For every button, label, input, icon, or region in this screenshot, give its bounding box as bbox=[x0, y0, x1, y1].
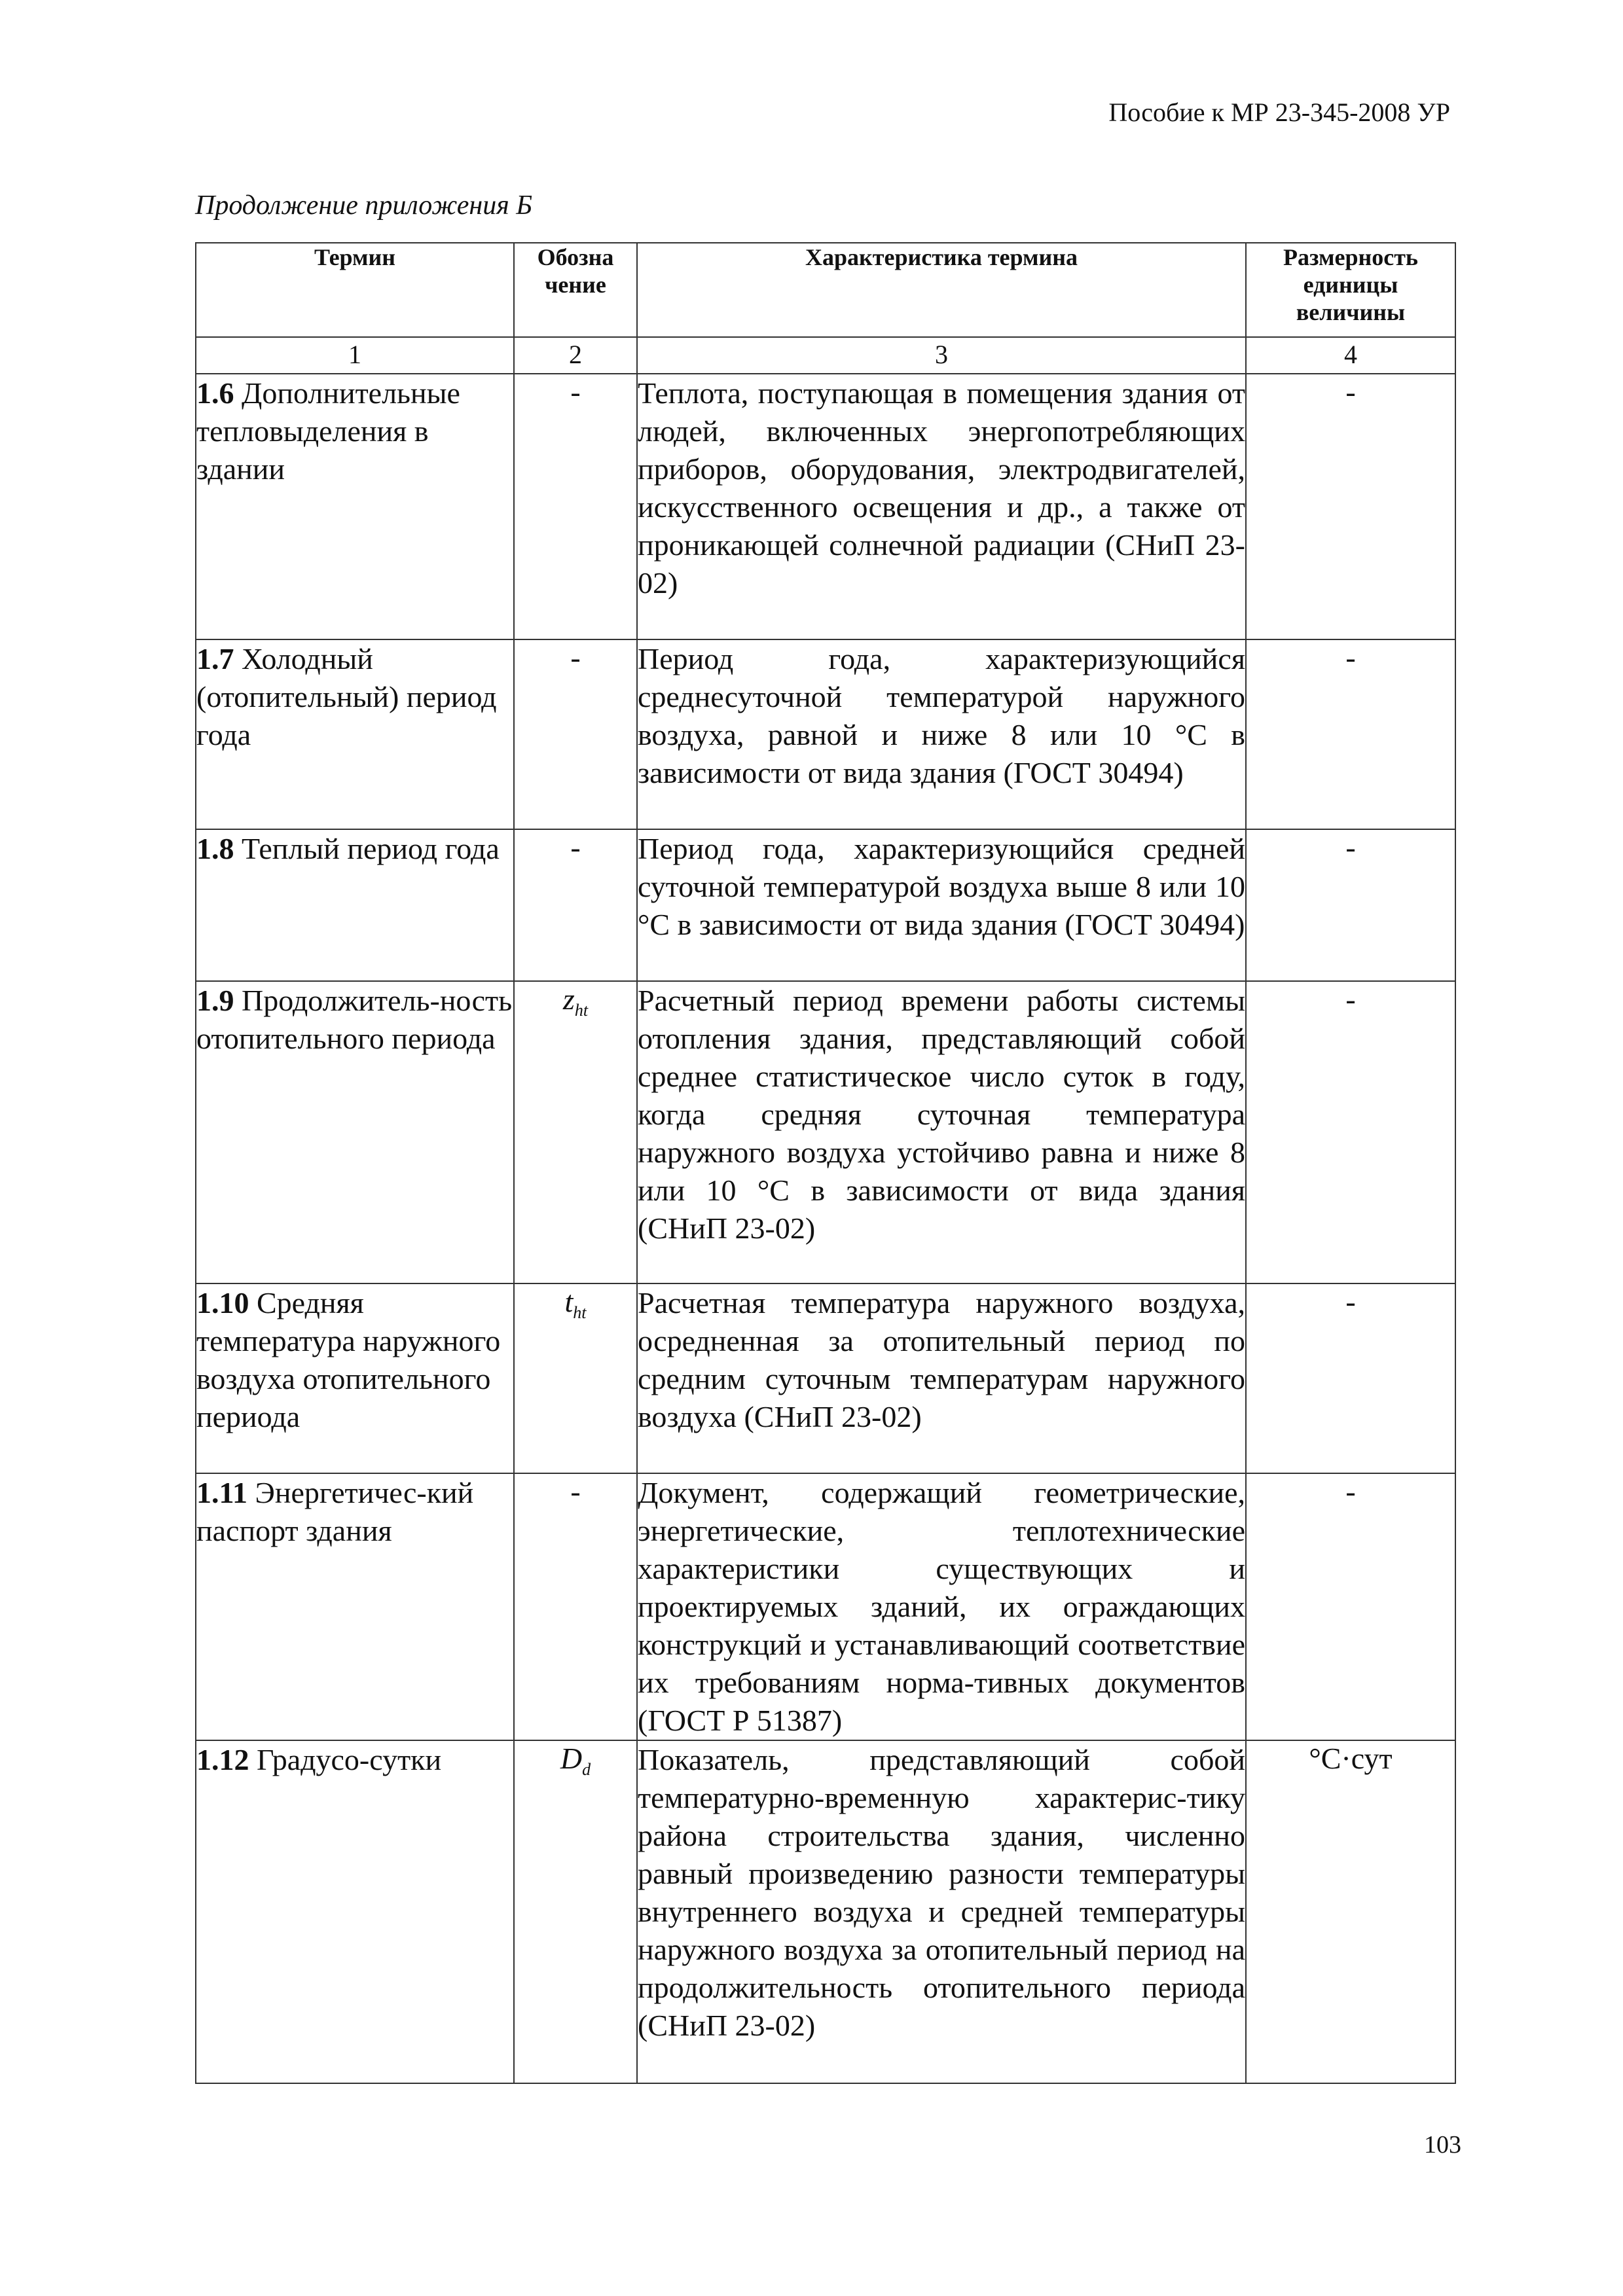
term-number: 1.9 bbox=[196, 984, 234, 1017]
table-row bbox=[196, 374, 1455, 639]
symbol-z-ht: $z_{ht}$ bbox=[562, 982, 589, 1020]
term-cell bbox=[196, 374, 514, 639]
document-reference: Пособие к МР 23-345-2008 УР bbox=[1108, 98, 1450, 127]
appendix-continuation-title: Продолжение приложения Б bbox=[195, 190, 532, 221]
description-cell: Документ, содержащий геометрические, энергетические, теплотехнические характеристики существующих и проектируемых зданий, их ограждающих конструкций и устанавливающий соответствие их требованиям норма-тивных документов (ГОСТ Р 51387) bbox=[637, 1473, 1246, 1740]
symbol-cell: - bbox=[514, 1473, 637, 1740]
symbol-cell: - bbox=[514, 829, 637, 981]
symbol-cell bbox=[514, 1740, 637, 2083]
term-text: Холодный (отопительный) период года bbox=[196, 642, 497, 751]
term-text: Средняя температура наружного воздуха отопительного периода bbox=[196, 1286, 501, 1433]
unit-cell: - bbox=[1246, 829, 1455, 981]
unit-cell: - bbox=[1246, 374, 1455, 639]
term-number: 1.6 bbox=[196, 376, 234, 410]
header-description: Характеристика термина bbox=[637, 243, 1246, 337]
table-row bbox=[196, 639, 1455, 829]
term-number: 1.11 bbox=[196, 1476, 247, 1509]
symbol-d-d: $D_d$ bbox=[560, 1742, 591, 1780]
term-text: Градусо-сутки bbox=[249, 1743, 442, 1776]
symbol-t-ht: $t_{ht}$ bbox=[564, 1285, 587, 1323]
table-row bbox=[196, 981, 1455, 1283]
terms-table bbox=[195, 242, 1456, 2084]
description-cell: Период года, характеризующийся средней суточной температурой воздуха выше 8 или 10 °С в зависимости от вида здания (ГОСТ 30494) bbox=[637, 829, 1246, 981]
term-cell bbox=[196, 829, 514, 981]
unit-cell: °С·сут bbox=[1246, 1740, 1455, 2083]
table-row bbox=[196, 829, 1455, 981]
symbol-cell: - bbox=[514, 374, 637, 639]
unit-cell: - bbox=[1246, 1473, 1455, 1740]
term-cell bbox=[196, 1473, 514, 1740]
term-text: Теплый период года bbox=[234, 832, 500, 865]
term-text: Энергетичес-кий паспорт здания bbox=[196, 1476, 474, 1547]
table-row bbox=[196, 1473, 1455, 1740]
term-cell bbox=[196, 1740, 514, 2083]
unit-cell: - bbox=[1246, 981, 1455, 1283]
term-text: Продолжитель-ность отопительного периода bbox=[196, 984, 513, 1055]
term-cell bbox=[196, 639, 514, 829]
column-number-row bbox=[196, 337, 1455, 374]
symbol-cell bbox=[514, 1283, 637, 1473]
description-cell: Расчетная температура наружного воздуха, осредненная за отопительный период по средним суточным температурам наружного воздуха (СНиП 23-02) bbox=[637, 1283, 1246, 1473]
page-number: 103 bbox=[1424, 2131, 1461, 2159]
table-header-row bbox=[196, 243, 1455, 337]
term-number: 1.10 bbox=[196, 1286, 249, 1319]
column-number: 4 bbox=[1246, 337, 1455, 374]
table-row bbox=[196, 1740, 1455, 2083]
term-text: Дополнительные тепловыделения в здании bbox=[196, 376, 460, 486]
term-cell bbox=[196, 1283, 514, 1473]
symbol-cell: - bbox=[514, 639, 637, 829]
description-cell: Расчетный период времени работы системы отопления здания, представляющий собой среднее статистическое число суток в году, когда средняя суточная температура наружного воздуха устойчиво равна и ниже 8 или 10 °С в зависимости от вида здания (СНиП 23-02) bbox=[637, 981, 1246, 1283]
header-term: Термин bbox=[196, 243, 514, 337]
unit-cell: - bbox=[1246, 1283, 1455, 1473]
header-symbol: Обозна чение bbox=[514, 243, 637, 337]
term-number: 1.12 bbox=[196, 1743, 249, 1776]
symbol-cell bbox=[514, 981, 637, 1283]
unit-cell: - bbox=[1246, 639, 1455, 829]
term-number: 1.7 bbox=[196, 642, 234, 675]
term-number: 1.8 bbox=[196, 832, 234, 865]
description-cell: Показатель, представляющий собой температурно-временную характерис-тику района строительства здания, численно равный произведению разности температуры внутреннего воздуха и средней температуры наружного воздуха за отопительный период на продолжительность отопительного периода (СНиП 23-02) bbox=[637, 1740, 1246, 2083]
column-number: 2 bbox=[514, 337, 637, 374]
header-unit: Размерность единицы величины bbox=[1246, 243, 1455, 337]
column-number: 3 bbox=[637, 337, 1246, 374]
description-cell: Период года, характеризующийся среднесуточной температурой наружного воздуха, равной и ниже 8 или 10 °С в зависимости от вида здания (ГОСТ 30494) bbox=[637, 639, 1246, 829]
column-number: 1 bbox=[196, 337, 514, 374]
table-row bbox=[196, 1283, 1455, 1473]
term-cell bbox=[196, 981, 514, 1283]
description-cell: Теплота, поступающая в помещения здания от людей, включенных энергопотребляющих приборов, оборудования, электродвигателей, искусственного освещения и др., а также от проникающей солнечной радиации (СНиП 23-02) bbox=[637, 374, 1246, 639]
